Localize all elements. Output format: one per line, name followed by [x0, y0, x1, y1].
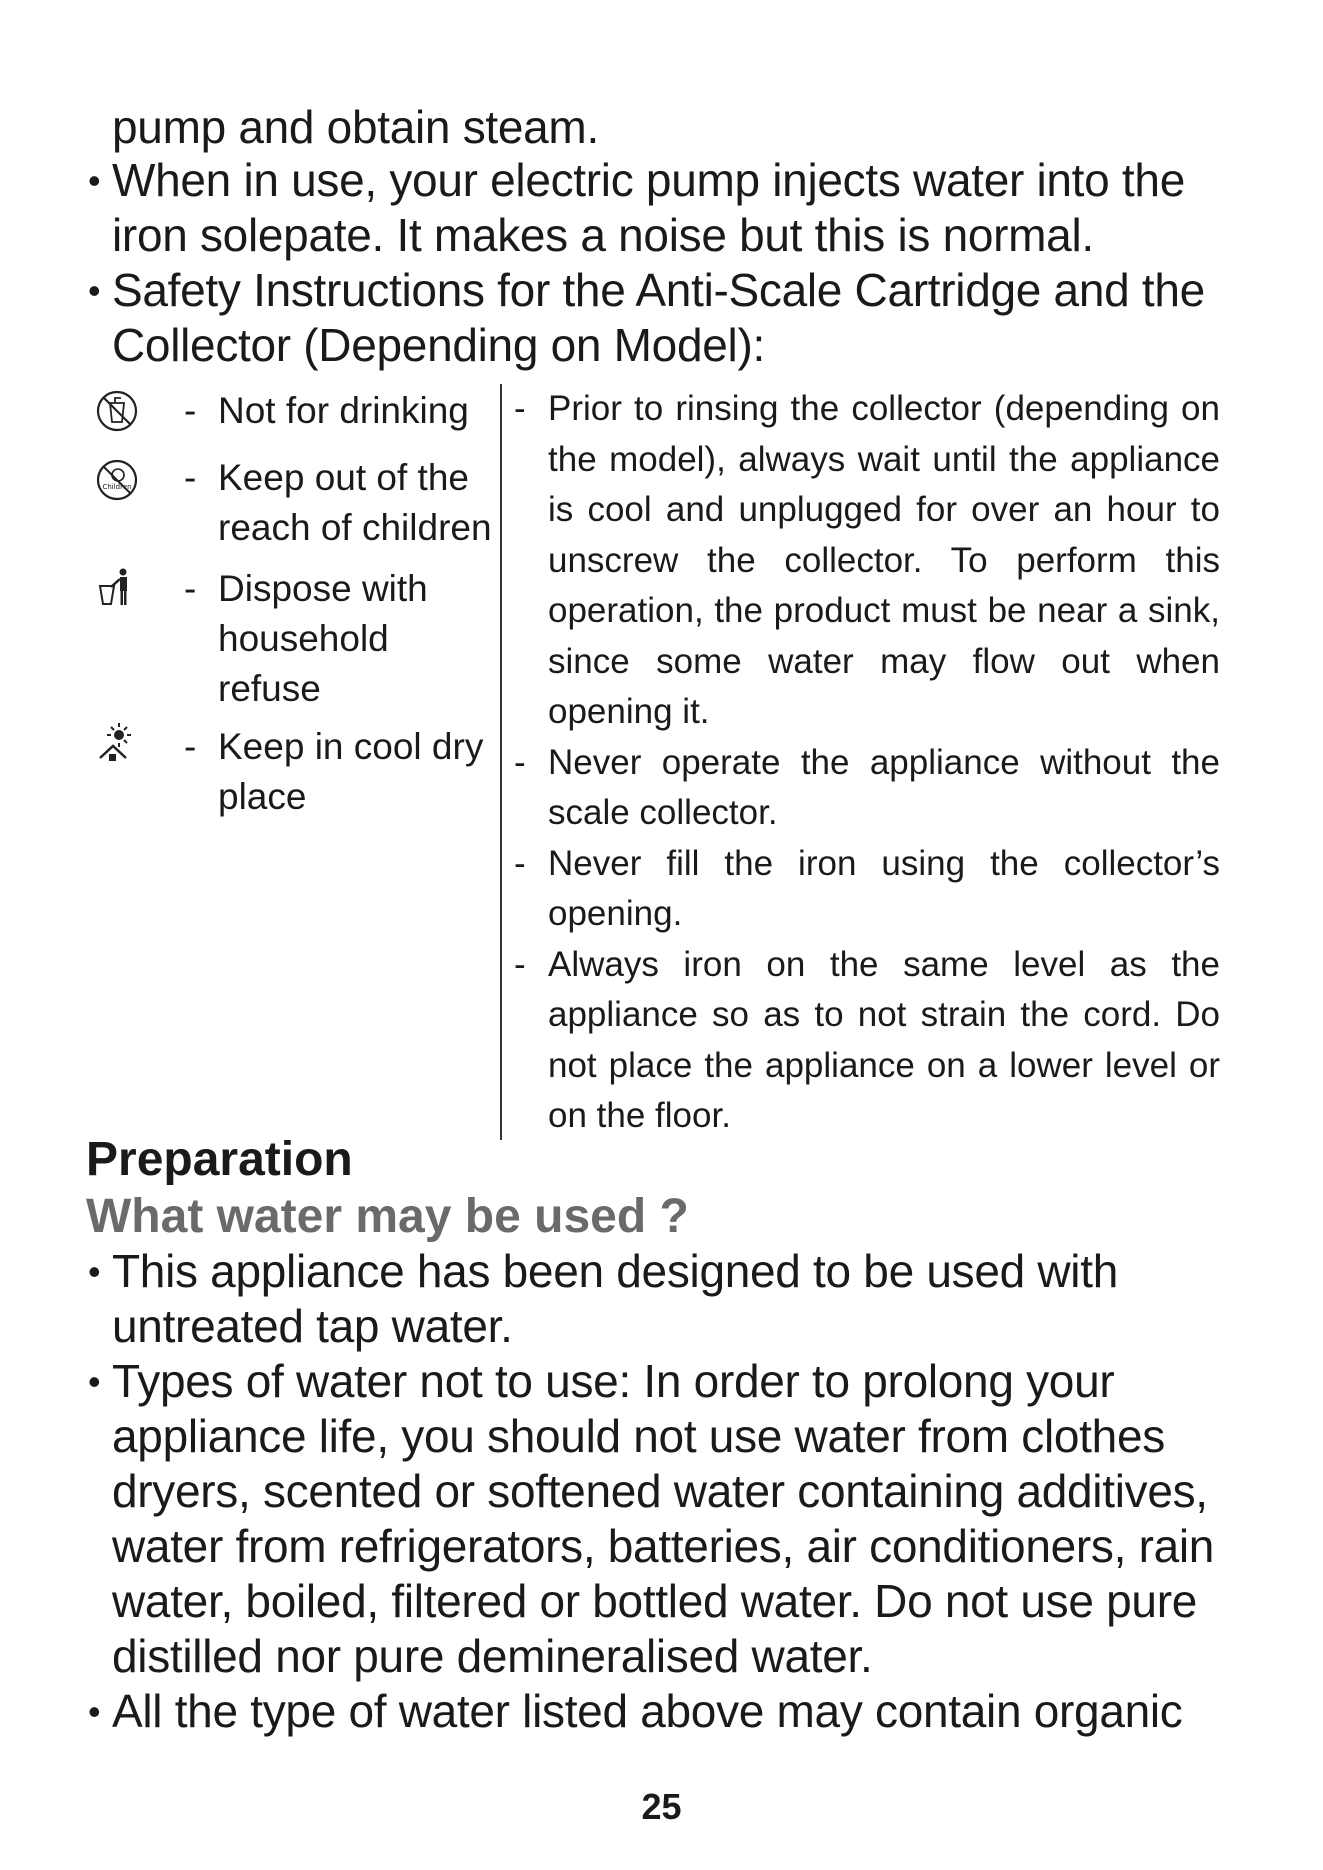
symbol-dash: - [184, 390, 197, 431]
children-icon-text: Children [102, 483, 132, 491]
symbol-dash: - [184, 457, 197, 498]
rule-item [510, 839, 1220, 940]
rule-item [510, 384, 1220, 738]
bullet-line: Types of water not to use: In order to prolong your [112, 1355, 1115, 1407]
bullet-line: iron solepate. It makes a noise but this is normal. [112, 209, 1094, 261]
rule-item [510, 940, 1220, 1142]
symbol-label-line: place [218, 776, 307, 817]
rule-text: Prior to rinsing the collector (depending on the model), always wait until the appliance is cool and unplugged for over an hour to unscrew the collector. To perform this operation, the product must be near a sink, since some water may flow out when opening it. [548, 389, 1220, 731]
bullet-dot: • [88, 1361, 101, 1402]
dispose-trash-icon [96, 566, 138, 608]
bullet-safety-instructions [88, 263, 1231, 373]
cool-dry-place-icon [96, 722, 138, 764]
bullet-line: This appliance has been designed to be used with [112, 1245, 1118, 1297]
keep-from-children-icon [96, 459, 138, 501]
bullet-line: dryers, scented or softened water containing additives, [112, 1465, 1208, 1517]
symbol-label-line: reach of children [218, 507, 492, 548]
rule-item [510, 738, 1220, 839]
bullet-line: untreated tap water. [112, 1300, 513, 1352]
rule-dash: - [514, 389, 526, 428]
bullet-line: appliance life, you should not use water from clothes [112, 1410, 1165, 1462]
bullet-dot: • [88, 1691, 101, 1732]
bullet-dot: • [88, 270, 101, 311]
section-heading: Preparation [86, 1133, 353, 1186]
bullet-line: water, boiled, filtered or bottled water. Do not use pure [112, 1575, 1197, 1627]
rule-dash: - [514, 742, 526, 782]
rule-text: Never operate the appliance without the scale collector. [548, 742, 1220, 832]
bullet-dot: • [88, 160, 101, 201]
symbol-label-line: Dispose with [218, 568, 428, 609]
bullet-water-not-to-use [88, 1354, 1231, 1684]
rule-text: Never fill the iron using the collector’s opening. [548, 843, 1220, 933]
continuation-text: pump and obtain steam. [112, 101, 599, 153]
rule-dash: - [514, 843, 526, 883]
bullet-line: water from refrigerators, batteries, air conditioners, rain [112, 1520, 1215, 1572]
bullet-line: All the type of water listed above may contain organic [112, 1685, 1183, 1737]
bullet-pump-noise [88, 153, 1231, 263]
section-subheading: What water may be used ? [86, 1190, 689, 1243]
page-number: 25 [641, 1786, 682, 1827]
symbol-label-line: household [218, 618, 389, 659]
bullet-line: When in use, your electric pump injects water into the [112, 154, 1185, 206]
no-drinking-icon [96, 390, 138, 432]
collector-rules [510, 384, 1220, 1142]
rule-text: Always iron on the same level as the appliance so as to not strain the cord. Do not place the appliance on a lower level or on the floor. [548, 944, 1220, 1135]
symbol-label-line: refuse [218, 668, 321, 709]
bullet-line: distilled nor pure demineralised water. [112, 1630, 873, 1682]
bullet-dot: • [88, 1251, 101, 1292]
bullet-line: Safety Instructions for the Anti-Scale Cartridge and the [112, 264, 1205, 316]
bullet-line: Collector (Depending on Model): [112, 319, 765, 371]
symbol-label-line: Keep in cool dry [218, 726, 484, 767]
symbol-label: Not for drinking [218, 390, 469, 431]
bullet-organic [88, 1684, 1231, 1739]
symbol-dash: - [184, 726, 197, 767]
symbol-label-line: Keep out of the [218, 457, 469, 498]
column-divider [500, 384, 502, 1140]
bullet-tap-water [88, 1244, 1231, 1354]
symbol-dash: - [184, 568, 197, 609]
rule-dash: - [514, 944, 526, 984]
